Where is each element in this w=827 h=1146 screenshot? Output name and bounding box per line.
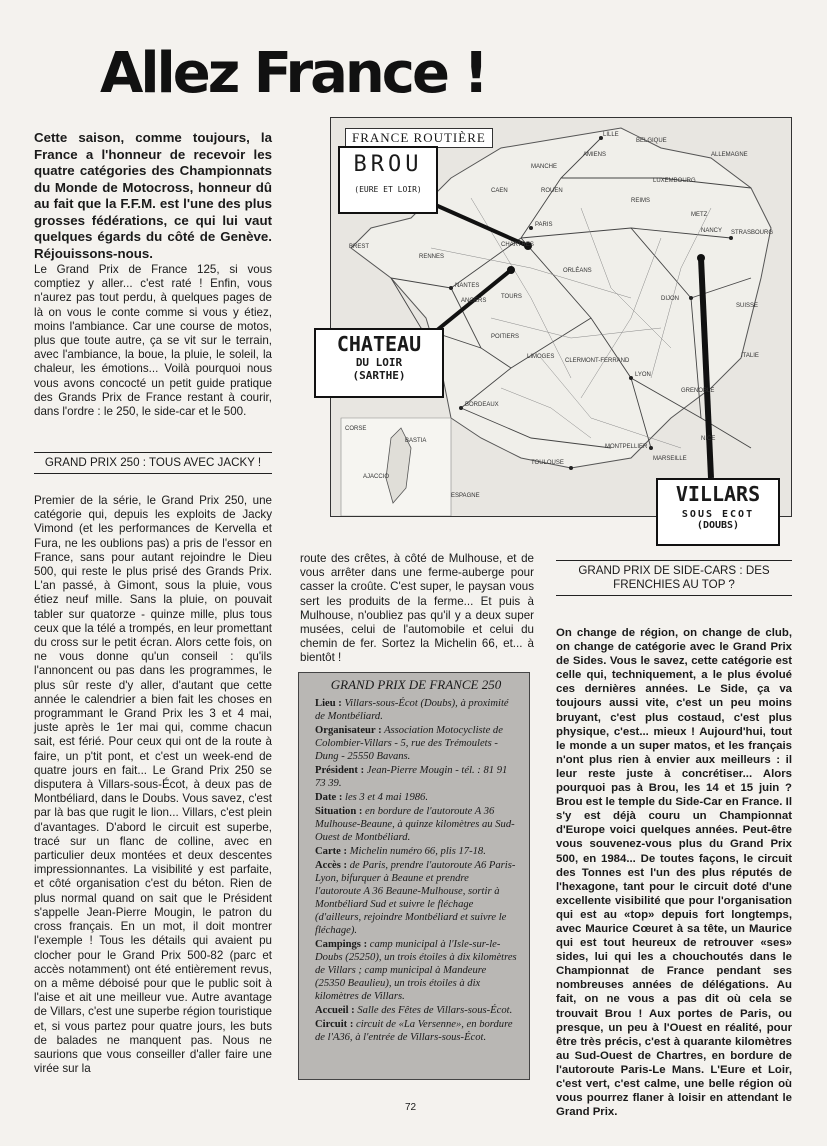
info-text: en bordure de l'autoroute A 36 Mulhouse-Beaune, à quinze kilomètres au Sud-Ouest de Montbéliard. xyxy=(315,806,515,843)
chateau-label: CHATEAU xyxy=(336,332,422,356)
map-label: CAEN xyxy=(491,188,508,194)
map-label: GRENOBLE xyxy=(681,388,715,394)
info-label: Accueil : xyxy=(315,1005,355,1016)
map-label: LYON xyxy=(635,372,651,378)
map-label: MONTPELLIER xyxy=(605,444,648,450)
map-label: LIMOGES xyxy=(527,354,555,360)
info-line xyxy=(315,805,517,844)
intro-paragraph: Cette saison, comme toujours, la France a l'honneur de recevoir les quatre catégories des Championnats du Monde de Motocross, honneur dû au fait que la F.F.M. est l'une des plus grosses fédérations, ce qui lui vaut quelques égards du côté de Genève. Réjouissons-nous. xyxy=(34,130,272,261)
info-text: Salle des Fêtes de Villars-sous-Écot. xyxy=(357,1005,513,1016)
map-label: CHARTRES xyxy=(501,242,534,248)
map-label: REIMS xyxy=(631,198,651,204)
map-label: ITALIE xyxy=(741,353,759,359)
page-title: Allez France ! xyxy=(100,41,486,106)
map-label: RENNES xyxy=(419,254,445,260)
villars-sublabel-1: SOUS ECOT xyxy=(681,509,755,520)
info-label: Accès : xyxy=(315,860,348,871)
map-label: MANCHE xyxy=(531,164,558,170)
map-label: METZ xyxy=(691,212,708,218)
villars-callout xyxy=(656,478,780,546)
info-text: Association Motocycliste de Colombier-Villars - 5, rue des Trémoulets - Dung - 25550 Bavans. xyxy=(315,725,503,762)
villars-sublabel-2: (DOUBS) xyxy=(696,520,740,531)
map-label: ANGERS xyxy=(461,298,487,304)
map-label: BORDEAUX xyxy=(465,402,499,408)
info-box-title: GRAND PRIX DE FRANCE 250 xyxy=(330,677,502,692)
body-paragraph-1: Le Grand Prix de France 125, si vous comptiez y aller... c'est raté ! Enfin, vous n'aurez pas tout perdu, à quelques pages de là on vous le conte comme si vous y étiez, moins l'ambiance. Car une course de motos, plus que toute autre, ça se vit sur le terrain, avec l'ambiance, la boue, la pluie, le soleil, la chaleur, les émotions... Voilà pourquoi nous vous avons concocté un petit guide pratique des Grands Prix de France restant à courir, dans l'ordre : le 250, le side-car et le 500. xyxy=(34,263,272,419)
info-label: Circuit : xyxy=(315,1019,354,1030)
map-label: ROUEN xyxy=(541,188,563,194)
info-text: Jean-Pierre Mougin - tél. : 81 91 73 39. xyxy=(315,765,508,789)
map-label: STRASBOURG xyxy=(731,230,774,236)
info-line xyxy=(315,724,517,763)
info-text: circuit de «La Versenne», en bordure de l'A36, à l'entrée de Villars-sous-Écot. xyxy=(315,1019,513,1043)
info-label: Date : xyxy=(315,792,343,803)
map-label: ALLEMAGNE xyxy=(711,152,748,158)
brou-sublabel: (EURE ET LOIR) xyxy=(354,185,422,194)
info-text: les 3 et 4 mai 1986. xyxy=(345,792,428,803)
body-paragraph-250: Premier de la série, le Grand Prix 250, une catégorie qui, depuis les exploits de Jacky Vimond (et les performances de Kervella et Fura, ne les oublions pas) a pris de l'essor en France, sans pour autant rejoindre le Dieu 500, qui reste le plus prisé des Grands Prix. L'an passé, à Gimont, sous la pluie, vous étiez neuf mille. Sans la pluie, on pouvait tabler sur quatorze - quinze mille, plus tous ceux que la télé a trompés, en leur promettant du cross sur le petit écran. Alors cette fois, on ne vous donne qu'un conseil : qu'ils l'annoncent ou pas dans les programmes, le plus sûr reste d'y aller, d'autant que cette année le calendrier a bien fait les choses en programmant le Grand Prix les 3 et 4 mai, juste après le 1er mai qui, comme chacun sait, est férié. Pour ceux qui ont de la route à faire, un p'tit pont, et c'est un week-end de quatre jours en fait... Le Grand Prix 250 se disputera à Villars-sous-Écot, à deux pas de Montbéliard, dans le Doubs. Vous savez, c'est par là bas que rugit le lion... Villars, c'est plein d'avantages. D'abord le circuit est superbe, tracé sur un flanc de colline, avec en particulier deux montées et deux descentes impressionnantes. La visibilité y est parfaite, et côté organisation c'est du béton. Rien de plus normal quand on sait que le Président s'appelle Jean-Pierre Mougin, le patron du cross français. En un mot, il doit montrer l'exemple ! Tous les détails qui avaient pu clocher pour le Grand Prix 500-82 (parc et accès notamment) ont été entièrement revus, on a même déboisé pour que le public soit à l'aise et ait une meilleur vue. Autre avantage de Villars, c'est une superbe région touristique et, si vous partez pour quatre jours, les buts de balades ne manquent pas. Nous ne saurions que vous conseiller d'aller faire une virée sur la xyxy=(34,494,272,1076)
info-line xyxy=(315,1004,517,1017)
info-text: de Paris, prendre l'autoroute A6 Paris-Lyon, bifurquer à Beaune et prendre l'autoroute A 36 Beaune-Mulhouse, sortir à Montbéliard Sud et suivre le fléchage (d'ailleurs, rejoindre Montbéliard et suivre le fléchage). xyxy=(315,860,516,936)
map-label: DIJON xyxy=(661,296,679,302)
map-label: LILLE xyxy=(603,132,619,138)
map-label: LUXEMBOURG xyxy=(653,178,696,184)
section-header-side-cars: GRAND PRIX DE SIDE-CARS : DES FRENCHIES AU TOP ? xyxy=(556,560,792,596)
info-label: Lieu : xyxy=(315,698,342,709)
chateau-sublabel-2: (SARTHE) xyxy=(352,369,406,382)
map-label: AJACCIO xyxy=(363,474,390,480)
map-label: MARSEILLE xyxy=(653,456,687,462)
info-text: Michelin numéro 66, plis 17-18. xyxy=(349,846,486,857)
map-label: TOURS xyxy=(501,294,522,300)
section-header-250: GRAND PRIX 250 : TOUS AVEC JACKY ! xyxy=(34,452,272,474)
info-line xyxy=(315,791,517,804)
info-label: Organisateur : xyxy=(315,725,382,736)
map-label: ORLÉANS xyxy=(563,268,592,274)
info-line xyxy=(315,697,517,723)
info-line xyxy=(315,845,517,858)
map-label: NANTES xyxy=(455,283,480,289)
body-paragraph-side-cars: On change de région, on change de club, on change de catégorie avec le Grand Prix de Sides. Vous le savez, cette catégorie est celle qui, techniquement, a le plus évolué ces dernières années. Le Side, ça va toujours aussi vite, c'est un peu moins bruyant, c'est plus costaud, c'est plus physique, c'est... mieux ! Aujourd'hui, tout le monde a un super matos, et les français n'ont plus rien à envier aux meilleurs : il leur reste juste à concrétiser... Alors pourquoi pas à Brou, les 14 et 15 juin ? Brou est le temple du Side-Car en France. Il s'y est déjà couru un Championnat d'Europe voici quelques années. Peut-être vous souvenez-vous plus du Grand Prix 500, en 1984... De toutes façons, le circuit des Tonnes est l'un des plus réputés de l'hexagone, tant pour le circuit doté d'une excellente visibilité que pour l'organisation qui est au «top» depuis fort longtemps, avec Maurice Cœuret à sa tête, un Maurice qui est tout heureux de retrouver «ses» sides, lui qui les a chouchoutés dans le Championnat de France pendant ses nombreuses années de délégations. Au fait, on ne vous a pas dit où cela se trouvait Brou ! Aux portes de Paris, ou presque, un peu à l'Ouest en réalité, pour être très précis, c'est à quarante kilomètres au Sud-Ouest de Chartres, en bordure de l'autoroute Paris-Le Mans. L'Eure et Loir, c'est vert, c'est calme, une belle région où vous pourrez flaner à loisir en attendant le Grand Prix. xyxy=(556,627,792,1119)
map-label: PARIS xyxy=(535,222,553,228)
info-label: Situation : xyxy=(315,806,363,817)
info-text: Villars-sous-Écot (Doubs), à proximité de Montbéliard. xyxy=(315,698,509,722)
map-label: NANCY xyxy=(701,228,723,234)
page-number: 72 xyxy=(405,1102,417,1113)
info-line xyxy=(315,938,517,1003)
info-label: Carte : xyxy=(315,846,348,857)
info-label: Président : xyxy=(315,765,365,776)
map-label: POITIERS xyxy=(491,334,520,340)
map-label: SUISSE xyxy=(736,303,759,309)
brou-callout xyxy=(338,146,438,214)
map-label: BELGIQUE xyxy=(636,138,667,144)
info-text: camp municipal à l'Isle-sur-le-Doubs (25250), un trois étoiles à dix kilomètres de Villars ; camp municipal à Mandeure (25350 Beaulieu), un trois étoiles à dix kilomètres de Villars. xyxy=(315,939,517,1002)
map-label: ESPAGNE xyxy=(451,493,480,499)
map-header: FRANCE ROUTIÈRE xyxy=(345,128,493,148)
info-line xyxy=(315,859,517,937)
map-label: BASTIA xyxy=(405,438,427,444)
map-label: BREST xyxy=(349,244,370,250)
info-line xyxy=(315,1018,517,1044)
info-box-gp250 xyxy=(298,672,530,1080)
map-label: NICE xyxy=(701,436,716,442)
info-label: Campings : xyxy=(315,939,368,950)
map-label: AMIENS xyxy=(583,152,607,158)
chateau-sublabel-1: DU LOIR xyxy=(355,356,403,369)
map-label: CLERMONT-FERRAND xyxy=(565,358,630,364)
map-label: CORSE xyxy=(345,426,367,432)
villars-label: VILLARS xyxy=(675,482,761,506)
brou-label: BROU xyxy=(353,152,423,177)
ghost-text-left xyxy=(0,60,92,72)
chateau-callout xyxy=(314,328,444,398)
body-paragraph-col2: route des crêtes, à côté de Mulhouse, et de vous arrêter dans une ferme-auberge pour casser la croûte. C'est super, le paysan vous sert les produits de la ferme... Et puis à Mulhouse, n'oubliez pas qu'il y a deux super musées, celui de l'automobile et celui du chemin de fer. Sortez la Michelin 66, et... à bientôt ! xyxy=(300,552,534,665)
map-label: TOULOUSE xyxy=(531,460,564,466)
info-line xyxy=(315,764,517,790)
